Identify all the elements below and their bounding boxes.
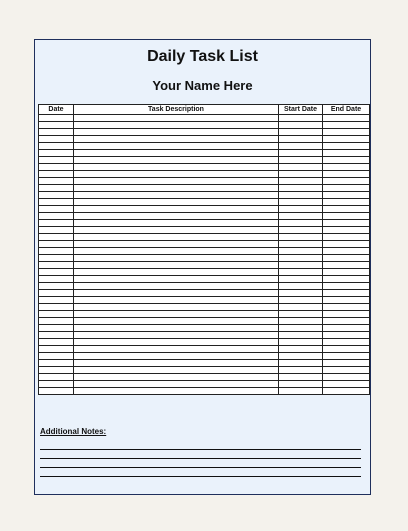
table-cell[interactable] [74, 339, 279, 346]
table-cell[interactable] [74, 262, 279, 269]
table-row [39, 269, 370, 276]
table-cell[interactable] [39, 339, 74, 346]
table-cell[interactable] [39, 374, 74, 381]
table-cell[interactable] [39, 136, 74, 143]
table-row [39, 206, 370, 213]
table-cell[interactable] [39, 297, 74, 304]
table-cell[interactable] [323, 206, 370, 213]
table-cell[interactable] [323, 346, 370, 353]
table-cell[interactable] [74, 388, 279, 395]
table-cell[interactable] [39, 199, 74, 206]
table-cell[interactable] [279, 115, 323, 122]
table-cell[interactable] [279, 248, 323, 255]
table-cell[interactable] [39, 115, 74, 122]
table-row [39, 290, 370, 297]
table-cell[interactable] [279, 178, 323, 185]
table-cell[interactable] [74, 311, 279, 318]
table-cell[interactable] [279, 374, 323, 381]
table-cell[interactable] [74, 164, 279, 171]
table-cell[interactable] [39, 304, 74, 311]
table-row [39, 255, 370, 262]
table-cell[interactable] [323, 388, 370, 395]
table-row [39, 150, 370, 157]
page-title: Daily Task List [147, 48, 258, 65]
table-cell[interactable] [323, 143, 370, 150]
table-cell[interactable] [279, 360, 323, 367]
table-cell[interactable] [74, 255, 279, 262]
table-cell[interactable] [74, 206, 279, 213]
table-cell[interactable] [39, 290, 74, 297]
table-cell[interactable] [39, 262, 74, 269]
table-row [39, 178, 370, 185]
table-cell[interactable] [39, 129, 74, 136]
table-cell[interactable] [74, 136, 279, 143]
table-cell[interactable] [279, 192, 323, 199]
table-cell[interactable] [279, 171, 323, 178]
table-cell[interactable] [74, 381, 279, 388]
table-cell[interactable] [323, 318, 370, 325]
table-cell[interactable] [39, 157, 74, 164]
table-cell[interactable] [279, 353, 323, 360]
table-cell[interactable] [39, 185, 74, 192]
table-cell[interactable] [39, 325, 74, 332]
table-cell[interactable] [39, 381, 74, 388]
table-cell[interactable] [323, 353, 370, 360]
table-cell[interactable] [74, 304, 279, 311]
table-row [39, 388, 370, 395]
table-cell[interactable] [279, 276, 323, 283]
table-cell[interactable] [279, 388, 323, 395]
table-cell[interactable] [39, 283, 74, 290]
table-row [39, 185, 370, 192]
table-cell[interactable] [39, 318, 74, 325]
table-row [39, 234, 370, 241]
table-cell[interactable] [323, 157, 370, 164]
column-header-date: Date [39, 105, 74, 115]
table-row [39, 276, 370, 283]
table-cell[interactable] [39, 206, 74, 213]
table-cell[interactable] [279, 129, 323, 136]
table-cell[interactable] [279, 311, 323, 318]
table-cell[interactable] [323, 234, 370, 241]
table-cell[interactable] [279, 136, 323, 143]
table-cell[interactable] [279, 255, 323, 262]
table-cell[interactable] [323, 339, 370, 346]
table-cell[interactable] [74, 178, 279, 185]
table-cell[interactable] [74, 276, 279, 283]
table-cell[interactable] [323, 248, 370, 255]
table-cell[interactable] [74, 185, 279, 192]
table-cell[interactable] [74, 367, 279, 374]
table-cell[interactable] [39, 227, 74, 234]
table-cell[interactable] [39, 332, 74, 339]
table-row [39, 325, 370, 332]
table-cell[interactable] [323, 374, 370, 381]
table-row [39, 339, 370, 346]
table-cell[interactable] [39, 353, 74, 360]
table-cell[interactable] [323, 122, 370, 129]
table-cell[interactable] [74, 213, 279, 220]
table-cell[interactable] [323, 297, 370, 304]
table-cell[interactable] [74, 115, 279, 122]
table-cell[interactable] [39, 360, 74, 367]
table-row [39, 164, 370, 171]
table-cell[interactable] [74, 150, 279, 157]
table-cell[interactable] [39, 255, 74, 262]
table-cell[interactable] [279, 262, 323, 269]
table-cell[interactable] [74, 248, 279, 255]
table-cell[interactable] [74, 199, 279, 206]
table-cell[interactable] [74, 122, 279, 129]
table-cell[interactable] [39, 276, 74, 283]
table-row [39, 115, 370, 122]
table-cell[interactable] [323, 276, 370, 283]
column-header-start-date: Start Date [279, 105, 323, 115]
table-cell[interactable] [323, 283, 370, 290]
table-cell[interactable] [279, 227, 323, 234]
table-cell[interactable] [323, 360, 370, 367]
table-cell[interactable] [279, 318, 323, 325]
table-cell[interactable] [39, 122, 74, 129]
table-cell[interactable] [74, 353, 279, 360]
table-cell[interactable] [74, 269, 279, 276]
table-row [39, 346, 370, 353]
table-cell[interactable] [74, 325, 279, 332]
table-cell[interactable] [279, 297, 323, 304]
table-row [39, 297, 370, 304]
table-cell[interactable] [279, 150, 323, 157]
task-list-sheet [34, 39, 371, 495]
table-cell[interactable] [323, 367, 370, 374]
table-cell[interactable] [323, 136, 370, 143]
table-row [39, 157, 370, 164]
table-cell[interactable] [279, 185, 323, 192]
table-cell[interactable] [279, 269, 323, 276]
table-cell[interactable] [39, 367, 74, 374]
table-cell[interactable] [74, 290, 279, 297]
table-row [39, 129, 370, 136]
table-header-row [39, 105, 370, 115]
note-line[interactable] [40, 449, 361, 450]
table-cell[interactable] [323, 325, 370, 332]
table-row [39, 360, 370, 367]
table-cell[interactable] [39, 213, 74, 220]
table-cell[interactable] [74, 283, 279, 290]
table-cell[interactable] [279, 304, 323, 311]
table-cell[interactable] [279, 325, 323, 332]
table-cell[interactable] [323, 227, 370, 234]
column-header-end-date: End Date [323, 105, 370, 115]
table-cell[interactable] [323, 129, 370, 136]
table-cell[interactable] [323, 199, 370, 206]
table-cell[interactable] [279, 206, 323, 213]
additional-notes-label: Additional Notes: [40, 427, 107, 436]
table-cell[interactable] [74, 346, 279, 353]
table-cell[interactable] [323, 115, 370, 122]
table-cell[interactable] [39, 388, 74, 395]
table-cell[interactable] [323, 220, 370, 227]
table-cell[interactable] [279, 220, 323, 227]
table-row [39, 311, 370, 318]
table-row [39, 318, 370, 325]
table-row [39, 381, 370, 388]
table-row [39, 304, 370, 311]
note-line[interactable] [40, 476, 361, 477]
table-cell[interactable] [323, 381, 370, 388]
table-cell[interactable] [74, 192, 279, 199]
name-heading: Your Name Here [152, 78, 253, 93]
column-header-task-description: Task Description [74, 105, 279, 115]
table-row [39, 262, 370, 269]
table-cell[interactable] [74, 220, 279, 227]
table-cell[interactable] [279, 381, 323, 388]
table-cell[interactable] [74, 318, 279, 325]
table-cell[interactable] [74, 227, 279, 234]
table-cell[interactable] [323, 332, 370, 339]
note-line[interactable] [40, 458, 361, 459]
table-row [39, 241, 370, 248]
table-cell[interactable] [39, 150, 74, 157]
note-line[interactable] [40, 467, 361, 468]
table-cell[interactable] [39, 192, 74, 199]
table-row [39, 220, 370, 227]
table-cell[interactable] [279, 339, 323, 346]
table-row [39, 283, 370, 290]
table-row [39, 374, 370, 381]
table-cell[interactable] [323, 213, 370, 220]
table-cell[interactable] [39, 164, 74, 171]
table-cell[interactable] [74, 234, 279, 241]
table-cell[interactable] [279, 143, 323, 150]
table-cell[interactable] [74, 143, 279, 150]
table-cell[interactable] [39, 143, 74, 150]
table-cell[interactable] [279, 367, 323, 374]
table-cell[interactable] [323, 241, 370, 248]
table-row [39, 332, 370, 339]
table-cell[interactable] [74, 129, 279, 136]
task-table [38, 104, 370, 395]
table-cell[interactable] [279, 213, 323, 220]
table-cell[interactable] [323, 185, 370, 192]
table-row [39, 227, 370, 234]
table-cell[interactable] [74, 360, 279, 367]
table-cell[interactable] [74, 332, 279, 339]
table-cell[interactable] [323, 262, 370, 269]
table-row [39, 199, 370, 206]
table-row [39, 122, 370, 129]
table-cell[interactable] [279, 157, 323, 164]
table-row [39, 192, 370, 199]
table-row [39, 248, 370, 255]
table-cell[interactable] [279, 290, 323, 297]
table-cell[interactable] [74, 374, 279, 381]
table-cell[interactable] [323, 269, 370, 276]
table-cell[interactable] [279, 332, 323, 339]
table-cell[interactable] [74, 297, 279, 304]
table-cell[interactable] [323, 171, 370, 178]
table-row [39, 353, 370, 360]
table-cell[interactable] [279, 234, 323, 241]
table-cell[interactable] [279, 241, 323, 248]
table-cell[interactable] [323, 311, 370, 318]
table-cell[interactable] [39, 178, 74, 185]
table-cell[interactable] [323, 255, 370, 262]
table-cell[interactable] [279, 164, 323, 171]
table-cell[interactable] [39, 234, 74, 241]
table-cell[interactable] [39, 220, 74, 227]
table-cell[interactable] [74, 241, 279, 248]
table-cell[interactable] [279, 346, 323, 353]
table-cell[interactable] [323, 192, 370, 199]
table-cell[interactable] [279, 199, 323, 206]
table-row [39, 136, 370, 143]
table-row [39, 143, 370, 150]
table-cell[interactable] [39, 171, 74, 178]
table-cell[interactable] [323, 290, 370, 297]
table-cell[interactable] [323, 164, 370, 171]
table-cell[interactable] [39, 346, 74, 353]
table-row [39, 213, 370, 220]
table-row [39, 367, 370, 374]
table-cell[interactable] [279, 122, 323, 129]
task-table-body [39, 115, 370, 395]
table-cell[interactable] [39, 248, 74, 255]
table-cell[interactable] [74, 157, 279, 164]
table-cell[interactable] [39, 241, 74, 248]
table-cell[interactable] [39, 311, 74, 318]
table-cell[interactable] [279, 283, 323, 290]
table-cell[interactable] [323, 178, 370, 185]
table-row [39, 171, 370, 178]
table-cell[interactable] [323, 150, 370, 157]
table-cell[interactable] [323, 304, 370, 311]
table-cell[interactable] [74, 171, 279, 178]
table-cell[interactable] [39, 269, 74, 276]
